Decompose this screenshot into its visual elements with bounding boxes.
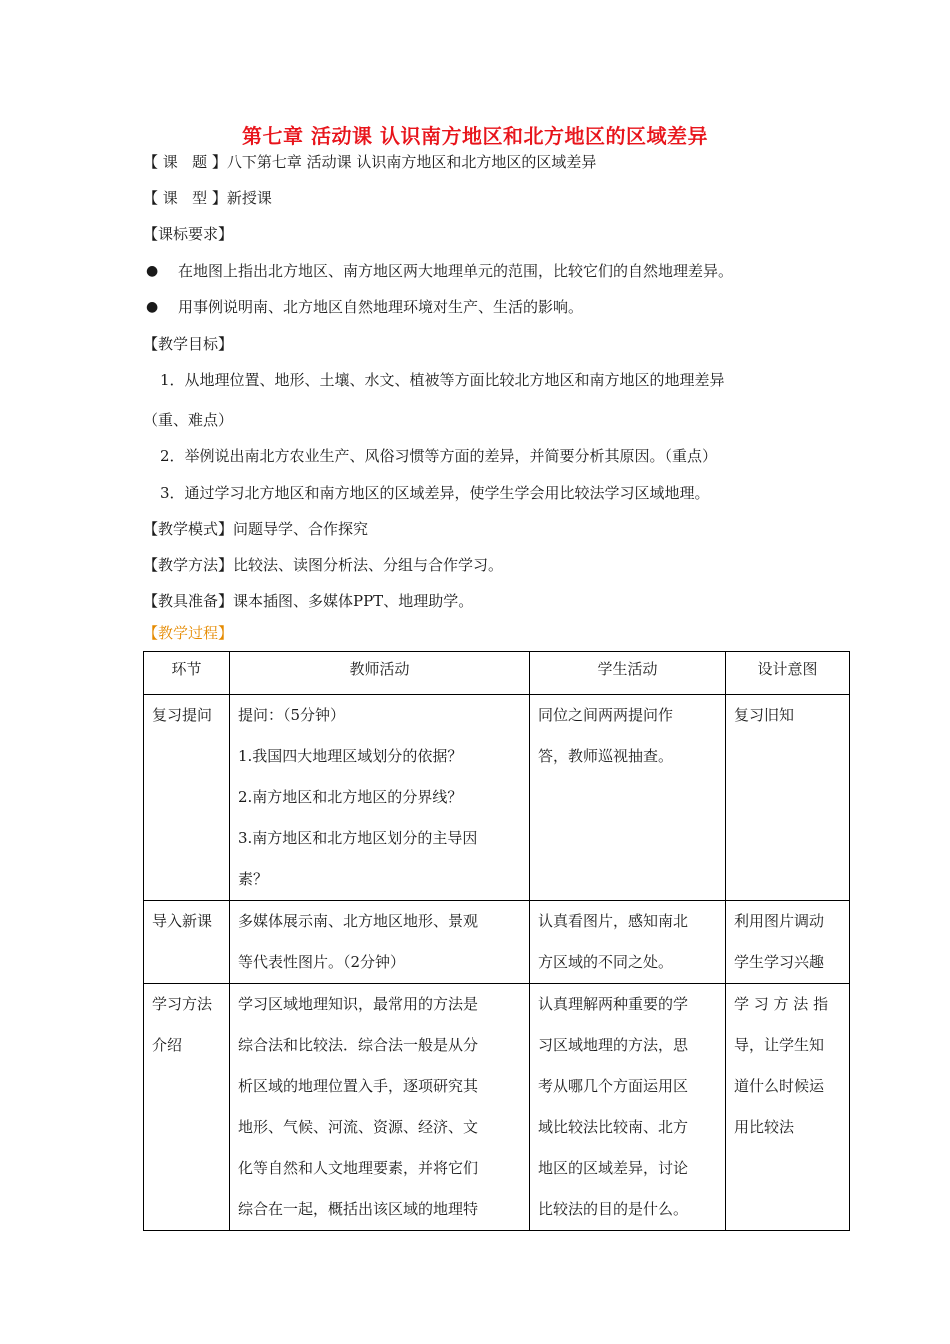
cell-line: 化等自然和人文地理要素，并将它们 (238, 1159, 479, 1177)
stage-cell (144, 984, 230, 1231)
cell-line: 地形、气候、河流、资源、经济、文 (238, 1118, 479, 1136)
standard-item: 在地图上指出北方地区、南方地区两大地理单元的范围，比较它们的自然地理差异。 (178, 262, 734, 280)
goal-item: 3．通过学习北方地区和南方地区的区域差异，使学生学会用比较法学习区域地理。 (160, 484, 710, 502)
table-row (144, 984, 850, 1231)
cell-line: 答，教师巡视抽查。 (538, 747, 674, 765)
lesson-type-line (143, 188, 272, 208)
cell-line: 析区域的地理位置入手，逐项研究其 (238, 1077, 479, 1095)
table-header-row (144, 652, 850, 695)
bullet-icon: ● (146, 263, 159, 279)
process-table (143, 651, 850, 1231)
cell-line: 道什么时候运 (734, 1077, 825, 1095)
cell-line: 等代表性图片。（2分钟） (238, 953, 406, 971)
cell-line: 学习方法 (152, 995, 213, 1013)
cell-line: 习区域地理的方法，思 (538, 1036, 689, 1054)
cell-line: 导入新课 (152, 912, 213, 930)
teacher-cell (230, 901, 530, 984)
table-row (144, 695, 850, 901)
intent-cell (726, 695, 850, 901)
cell-line: 利用图片调动 (734, 912, 825, 930)
lesson-type-label: 【 课 型 】 (143, 189, 227, 207)
lesson-type-value: 新授课 (226, 189, 272, 207)
teacher-cell (230, 695, 530, 901)
cell-line: 地区的区域差异，讨论 (538, 1159, 689, 1177)
cell-line: 导，让学生知 (734, 1036, 825, 1054)
cell-line: 考从哪几个方面运用区 (538, 1077, 689, 1095)
topic-value: 八下第七章 活动课 认识南方地区和北方地区的区域差异 (226, 153, 597, 171)
cell-line: 域比较法比较南、北方 (538, 1118, 689, 1136)
cell-line: 认真理解两种重要的学 (538, 995, 689, 1013)
standards-heading: 【课标要求】 (143, 225, 234, 243)
cell-line: 提问：（5分钟） (238, 706, 346, 724)
cell-line: 2.南方地区和北方地区的分界线？ (238, 788, 463, 806)
goals-heading: 【教学目标】 (143, 335, 234, 353)
stage-cell (144, 695, 230, 901)
cell-line: 比较法的目的是什么。 (538, 1200, 689, 1218)
cell-line: 方区域的不同之处。 (538, 953, 674, 971)
student-cell (530, 901, 726, 984)
topic-line (143, 152, 596, 172)
goal-item: 1．从地理位置、地形、土壤、水文、植被等方面比较北方地区和南方地区的地理差异 (160, 371, 725, 389)
goal-item: 2．举例说出南北方农业生产、风俗习惯等方面的差异，并简要分析其原因。（重点） (160, 447, 718, 465)
student-cell (530, 695, 726, 901)
header-student: 学生活动 (530, 652, 726, 695)
teaching-mode: 【教学模式】问题导学、合作探究 (143, 520, 369, 538)
goal-item: （重、难点） (143, 411, 234, 429)
cell-line: 多媒体展示南、北方地区地形、景观 (238, 912, 479, 930)
standard-item: 用事例说明南、北方地区自然地理环境对生产、生活的影响。 (178, 298, 584, 316)
cell-line: 1.我国四大地理区域划分的依据？ (238, 747, 463, 765)
student-cell (530, 984, 726, 1231)
cell-line: 认真看图片，感知南北 (538, 912, 689, 930)
bullet-icon: ● (146, 299, 159, 315)
table-row (144, 901, 850, 984)
teacher-cell (230, 984, 530, 1231)
cell-line: 介绍 (152, 1036, 183, 1054)
cell-line: 综合法和比较法．综合法一般是从分 (238, 1036, 479, 1054)
cell-line: 学 习 方 法 指 (734, 995, 829, 1013)
cell-line: 学习区域地理知识，最常用的方法是 (238, 995, 479, 1013)
process-heading: 【教学过程】 (143, 624, 234, 642)
header-stage: 环节 (144, 652, 230, 695)
header-intent: 设计意图 (726, 652, 850, 695)
intent-cell (726, 984, 850, 1231)
cell-line: 复习提问 (152, 706, 213, 724)
cell-line: 复习旧知 (734, 706, 795, 724)
cell-line: 同位之间两两提问作 (538, 706, 674, 724)
intent-cell (726, 901, 850, 984)
cell-line: 用比较法 (734, 1118, 795, 1136)
topic-label: 【 课 题 】 (143, 153, 227, 171)
document-title: 第七章 活动课 认识南方地区和北方地区的区域差异 (242, 124, 708, 148)
cell-line: 素？ (238, 870, 269, 888)
stage-cell (144, 901, 230, 984)
teaching-materials: 【教具准备】课本插图、多媒体PPT、地理助学。 (143, 592, 474, 610)
teaching-method: 【教学方法】比较法、读图分析法、分组与合作学习。 (143, 556, 504, 574)
cell-line: 综合在一起，概括出该区域的地理特 (238, 1200, 479, 1218)
header-teacher: 教师活动 (230, 652, 530, 695)
cell-line: 学生学习兴趣 (734, 953, 825, 971)
cell-line: 3.南方地区和北方地区划分的主导因 (238, 829, 478, 847)
